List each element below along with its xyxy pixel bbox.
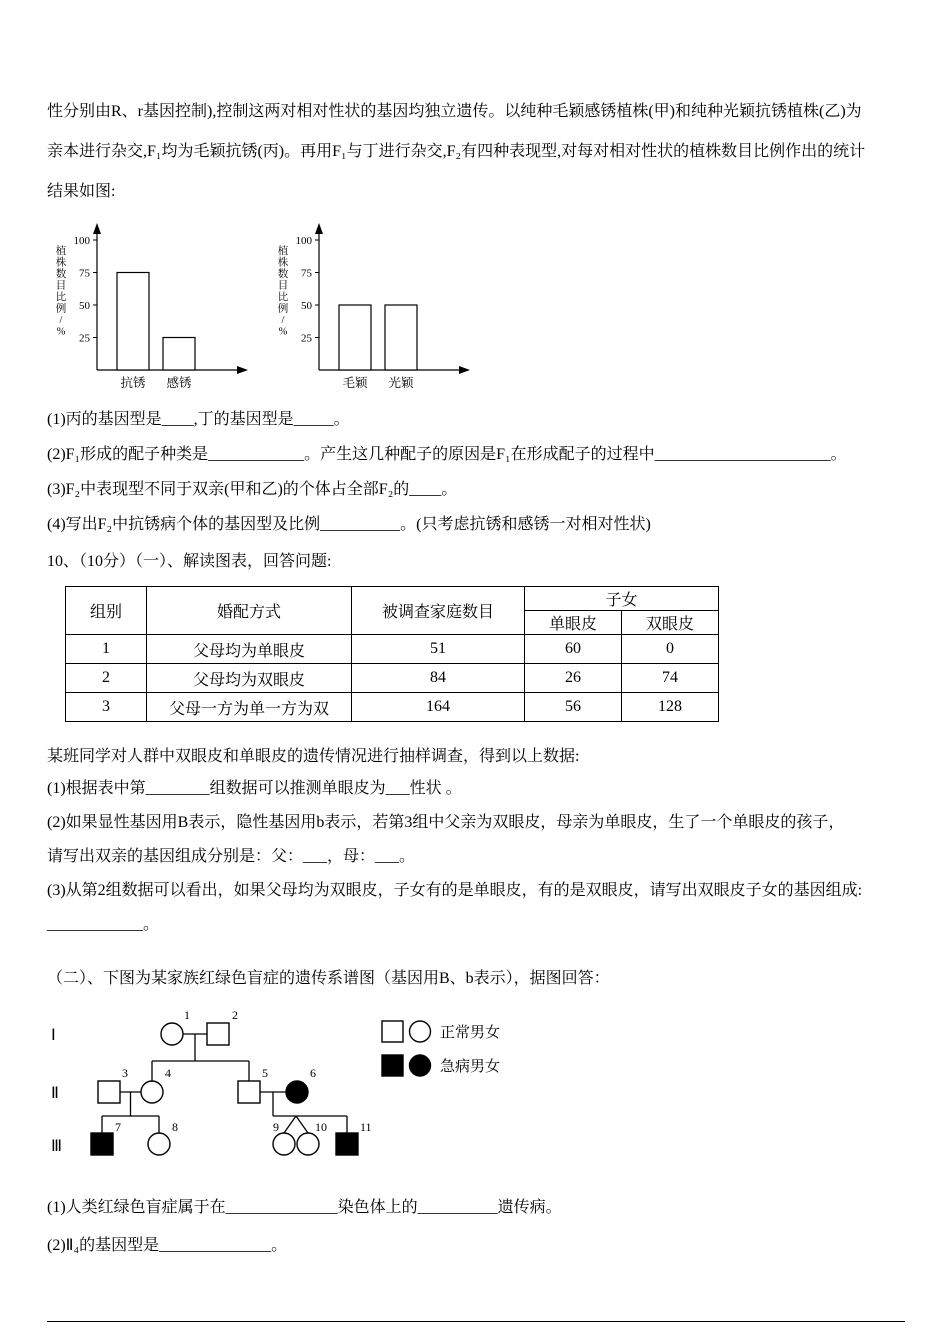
cell: 父母均为单眼皮 xyxy=(147,635,352,664)
svg-text:50: 50 xyxy=(301,300,312,312)
pedigree-individual-III-9-female-normal xyxy=(273,1133,295,1155)
pedigree-number: 10 xyxy=(315,1120,327,1134)
svg-text:50: 50 xyxy=(79,300,90,312)
question10-heading: 10、（10分）（一）、解读图表，回答问题: xyxy=(47,553,332,570)
cell: 0 xyxy=(622,635,719,664)
pedigree-connector-lines xyxy=(102,1034,347,1133)
cell: 26 xyxy=(525,664,622,693)
intro-line: 结果如图: xyxy=(47,183,116,200)
svg-text:75: 75 xyxy=(301,267,312,280)
question-line: (2)Ⅱ₄的基因型是______________。 xyxy=(47,1237,288,1254)
pedigree-individual-II-3-male-normal xyxy=(98,1081,120,1103)
header-group: 组别 xyxy=(66,587,147,635)
question-line: ____________。 xyxy=(47,916,160,933)
pedigree-individual-I-1-female-normal xyxy=(161,1023,183,1045)
question-line: (3)F₂中表现型不同于双亲(甲和乙)的个体占全部F₂的____。 xyxy=(47,481,458,498)
pedigree-number: 8 xyxy=(172,1120,178,1134)
pedigree-individual-III-8-female-normal xyxy=(148,1133,170,1155)
cell: 51 xyxy=(352,635,525,664)
legend-affected-male-icon xyxy=(382,1055,403,1076)
bar-chart-glume-type xyxy=(269,220,475,402)
svg-text:毛颖: 毛颖 xyxy=(342,376,368,390)
cell: 父母均为双眼皮 xyxy=(147,664,352,693)
header-single-eyelid: 单眼皮 xyxy=(525,611,622,635)
question-line: (1)丙的基因型是____,丁的基因型是_____。 xyxy=(47,411,350,428)
legend-normal-male-icon xyxy=(382,1021,403,1042)
pedigree-number: 5 xyxy=(262,1066,268,1080)
svg-text:植株数目比例/%: 植株数目比例/ % xyxy=(277,246,289,338)
pedigree-individual-II-4-female-normal xyxy=(141,1081,163,1103)
intro-line: 性分别由R、r基因控制),控制这两对相对性状的基因均独立遗传。以纯种毛颖感锈植株(甲)和纯种光颖抗锈植株(乙)为 xyxy=(47,103,862,120)
cell: 1 xyxy=(66,635,147,664)
generation-label-3: Ⅲ xyxy=(51,1138,63,1155)
pedigree-individual-I-2-male-normal xyxy=(207,1023,229,1045)
question-line: (3)从第2组数据可以看出，如果父母均为双眼皮，子女有的是单眼皮，有的是双眼皮，请写出双眼皮子女的基因组成: xyxy=(47,882,863,899)
cell: 56 xyxy=(525,693,622,722)
intro-line: 亲本进行杂交,F₁均为毛颖抗锈(丙)。再用F₁与丁进行杂交,F₂有四种表现型,对每对相对性状的植株数目比例作出的统计 xyxy=(47,143,866,160)
header-children: 子女 xyxy=(525,587,719,611)
pedigree-number: 1 xyxy=(184,1008,190,1022)
pedigree-individual-III-10-female-normal xyxy=(297,1133,319,1155)
legend-normal-female-icon xyxy=(410,1021,431,1042)
header-double-eyelid: 双眼皮 xyxy=(622,611,719,635)
pedigree-number: 6 xyxy=(310,1066,316,1080)
table-header-row xyxy=(66,587,719,611)
table-row xyxy=(66,635,719,664)
survey-table xyxy=(65,586,719,722)
survey-note: 某班同学对人群中双眼皮和单眼皮的遗传情况进行抽样调查，得到以上数据: xyxy=(47,748,580,765)
pedigree-individual-III-7-male-affected xyxy=(91,1133,113,1155)
footer-divider xyxy=(47,1321,905,1322)
bar-chart-rust-resistance xyxy=(47,220,253,402)
table-row xyxy=(66,664,719,693)
legend-affected-label: 急病男女 xyxy=(440,1059,501,1075)
generation-label-2: Ⅱ xyxy=(51,1085,59,1102)
svg-text:感锈: 感锈 xyxy=(166,376,192,390)
pedigree-number: 4 xyxy=(165,1066,171,1080)
question-line: (1)根据表中第________组数据可以推测单眼皮为___性状 。 xyxy=(47,780,462,797)
cell: 84 xyxy=(352,664,525,693)
pedigree-diagram xyxy=(47,1004,607,1179)
svg-text:100: 100 xyxy=(295,235,312,247)
pedigree-individual-II-6-female-affected xyxy=(286,1081,308,1103)
pedigree-number: 3 xyxy=(122,1066,128,1080)
cell: 128 xyxy=(622,693,719,722)
question9-items xyxy=(47,402,905,542)
pedigree-number: 7 xyxy=(115,1120,121,1134)
generation-label-1: Ⅰ xyxy=(51,1027,56,1044)
charts-row xyxy=(47,220,905,402)
pedigree-number: 2 xyxy=(232,1008,238,1022)
svg-text:75: 75 xyxy=(79,267,90,280)
question10-items xyxy=(47,772,905,942)
pedigree-individual-II-5-male-normal xyxy=(238,1081,260,1103)
svg-text:植株数目比例/%: 植株数目比例/ % xyxy=(55,246,67,338)
cell: 父母一方为单一方为双 xyxy=(147,693,352,722)
cell: 60 xyxy=(525,635,622,664)
cell: 74 xyxy=(622,664,719,693)
legend-affected-female-icon xyxy=(410,1055,431,1076)
svg-text:25: 25 xyxy=(301,332,312,345)
intro-paragraph xyxy=(47,92,905,212)
part2-items xyxy=(47,1189,905,1265)
question-line: (2)如果显性基因用B表示，隐性基因用b表示，若第3组中父亲为双眼皮，母亲为单眼皮，生了一个单眼皮的孩子， xyxy=(47,814,845,831)
svg-text:100: 100 xyxy=(73,235,90,247)
svg-text:抗锈: 抗锈 xyxy=(120,376,146,390)
pedigree-legend xyxy=(382,1021,500,1076)
cell: 164 xyxy=(352,693,525,722)
part2-heading: （二）、下图为某家族红绿色盲症的遗传系谱图（基因用B、b表示），据图回答： xyxy=(47,970,610,987)
pedigree-individual-III-11-male-affected xyxy=(336,1133,358,1155)
question-line: (4)写出F₂中抗锈病个体的基因型及比例__________。(只考虑抗锈和感锈一对相对性状) xyxy=(47,516,651,533)
question-line: (2)F₁形成的配子种类是____________。产生这几种配子的原因是F₁在形成配子的过程中______________________。 xyxy=(47,446,847,463)
cell: 2 xyxy=(66,664,147,693)
question-line: (1)人类红绿色盲症属于在______________染色体上的__________遗传病。 xyxy=(47,1199,562,1216)
table-row xyxy=(66,693,719,722)
pedigree-number: 9 xyxy=(273,1120,279,1134)
svg-text:25: 25 xyxy=(79,332,90,345)
pedigree-number: 11 xyxy=(360,1120,372,1134)
cell: 3 xyxy=(66,693,147,722)
legend-normal-label: 正常男女 xyxy=(440,1025,501,1041)
question-line: 请写出双亲的基因组成分别是：父：___，母：___。 xyxy=(47,848,416,865)
header-families: 被调查家庭数目 xyxy=(352,587,525,635)
header-mating: 婚配方式 xyxy=(147,587,352,635)
svg-text:光颖: 光颖 xyxy=(388,376,414,390)
